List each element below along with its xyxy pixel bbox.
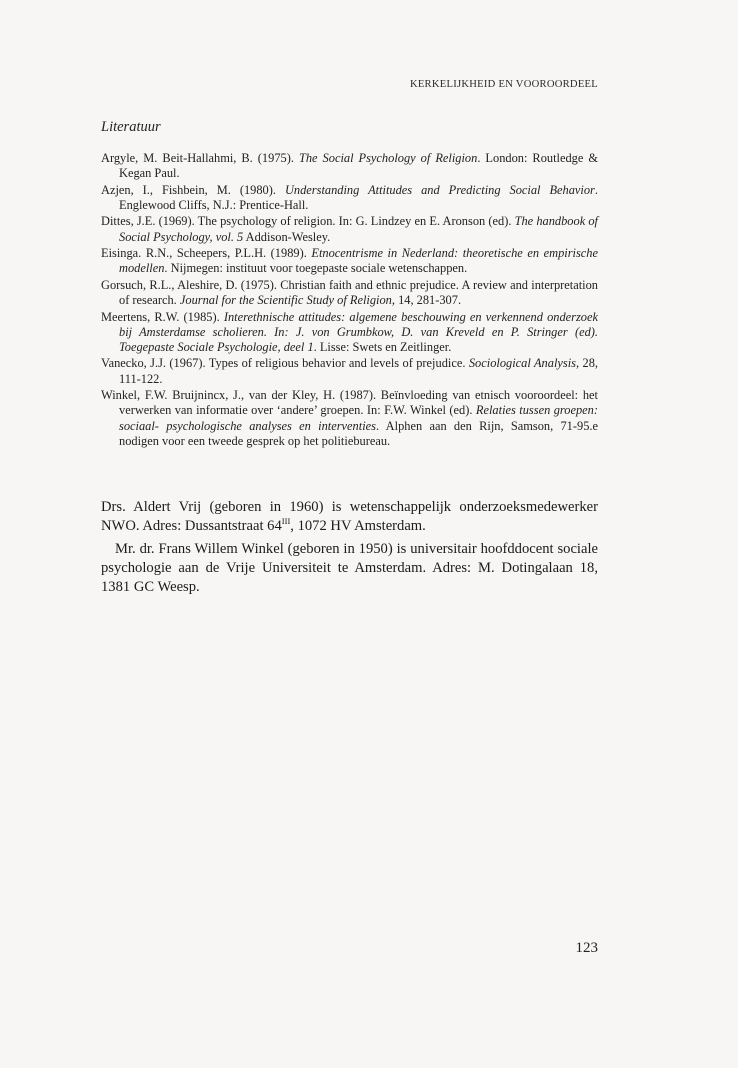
reference-text: . Englewood Cliffs, N.J.: Prentice-Hall. <box>119 182 598 212</box>
running-head: KERKELIJKHEID EN VOOROORDEEL <box>409 79 598 90</box>
reference-italic: Interethnische attitudes: algemene beschouwing en verkennend onderzoek bij Amsterdamse scholieren. In: J. von Grumbkow, D. van Kreveld en P. Stringer (ed). Toegepaste Sociale Psychologie, deel 1 <box>119 309 598 354</box>
reference-text: . Nijmegen: instituut voor toegepaste sociale wetenschappen. <box>164 261 468 276</box>
section-title: Literatuur <box>101 119 161 135</box>
reference-item <box>101 278 598 308</box>
reference-italic: Relaties tussen groepen: sociaal- psychologische analyses en interventies <box>119 403 598 433</box>
reference-text: Gorsuch, R.L., Aleshire, D. (1975). Christian faith and ethnic prejudice. A review and interpretation of research. <box>101 277 598 308</box>
reference-text: Argyle, M. Beit-Hallahmi, B. (1975). <box>101 151 299 165</box>
reference-italic: Sociological Analysis, <box>468 356 580 371</box>
reference-text: Vanecko, J.J. (1967). Types of religious behavior and levels of prejudice. <box>101 356 469 371</box>
reference-italic: Etnocentrisme in Nederland: theoretische en empirische modellen <box>119 246 598 276</box>
reference-italic: The handbook of Social Psychology, vol. 5 <box>119 214 598 244</box>
reference-text: Winkel, F.W. Bruijnincx, J., van der Kley, H. (1987). Beïnvloeding van etnisch vooroordeel: het verwerken van informatie over ‘andere’ groepen. In: F.W. Winkel (ed). <box>101 388 598 418</box>
reference-italic: The Social Psychology of Religion <box>298 151 478 165</box>
author-bio <box>101 540 598 598</box>
bio-text: Mr. dr. Frans Willem Winkel (geboren in 1950) is universitair hoofddocent sociale psychologie aan de Vrije Universiteit te Amsterdam. Adres: M. Dotingalaan 18, 1381 GC Weesp. <box>101 540 598 596</box>
reference-text: Meertens, R.W. (1985). <box>101 309 224 324</box>
page-number: 123 <box>575 940 598 956</box>
reference-text: Azjen, I., Fishbein, M. (1980). <box>101 182 285 197</box>
reference-text: 14, 281-307. <box>394 293 462 308</box>
reference-item <box>101 310 598 356</box>
reference-item <box>101 246 598 276</box>
reference-item <box>101 214 598 244</box>
reference-item <box>101 183 598 213</box>
reference-text: Dittes, J.E. (1969). The psychology of religion. In: G. Lindzey en E. Aronson (ed). <box>101 214 515 229</box>
bio-text: Drs. Aldert Vrij (geboren in 1960) is wetenschappelijk onderzoeksmedewerker NWO. Adres: Dussantstraat 64 <box>101 499 598 535</box>
reference-text: Eisinga. R.N., Scheepers, P.L.H. (1989). <box>101 246 312 261</box>
reference-text: Addison-Wesley. <box>243 229 331 244</box>
bio-text: , 1072 HV Amsterdam. <box>290 518 426 535</box>
reference-text: . Alphen aan den Rijn, Samson, 71-95.e nodigen voor een tweede gesprek op het politiebureau. <box>119 418 598 448</box>
reference-italic: Journal for the Scientific Study of Religion, <box>179 293 395 308</box>
reference-item <box>101 388 598 449</box>
reference-text: . London: Routledge & Kegan Paul. <box>119 151 599 181</box>
reference-text: 28, 111-122. <box>119 356 598 386</box>
bio-superscript: III <box>281 516 291 527</box>
reference-item <box>101 151 598 181</box>
reference-italic: Understanding Attitudes and Predicting Social Behavior <box>284 182 595 197</box>
author-bios <box>101 498 598 597</box>
reference-list <box>101 151 598 450</box>
reference-text: . Lisse: Swets en Zeitlinger. <box>313 339 452 354</box>
author-bio <box>101 498 598 537</box>
reference-item <box>101 356 598 386</box>
